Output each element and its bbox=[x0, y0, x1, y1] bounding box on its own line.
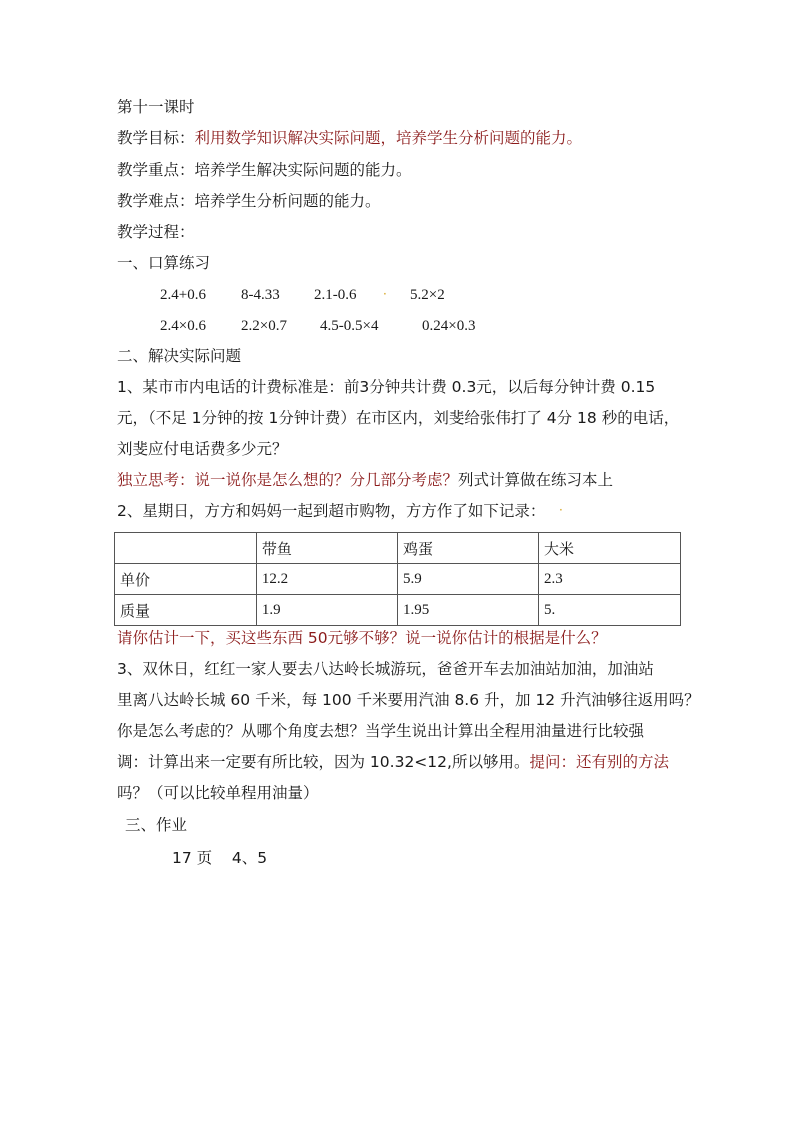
teaching-goal bbox=[117, 128, 582, 148]
section3-heading: 三、作业 bbox=[125, 816, 188, 834]
q2-intro: 2、星期日，方方和妈妈一起到超市购物，方方作了如下记录： bbox=[117, 502, 546, 520]
section2-heading: 二、解决实际问题 bbox=[117, 347, 242, 365]
process-heading: 教学过程： bbox=[117, 223, 195, 241]
q3-line bbox=[117, 752, 669, 772]
q3-line: 吗？（可以比较单程用油量） bbox=[117, 784, 319, 802]
think-prompt: 独立思考：说一说你是怎么想的？分几部分考虑？ bbox=[117, 471, 459, 489]
table-cell: 鸡蛋 bbox=[397, 533, 538, 564]
key-point: 教学重点：培养学生解决实际问题的能力。 bbox=[117, 161, 412, 179]
q3-ask: 提问：还有别的方法 bbox=[529, 753, 669, 771]
calc-item: 4.5-0.5×4 bbox=[320, 318, 379, 334]
table-row bbox=[115, 564, 681, 595]
table-cell: 2.3 bbox=[539, 564, 681, 595]
calc-item: 0.24×0.3 bbox=[422, 318, 476, 334]
table-cell bbox=[115, 533, 257, 564]
calc-item: 2.4+0.6 bbox=[160, 287, 206, 303]
calc-item: 2.2×0.7 bbox=[241, 318, 287, 334]
table-cell: 5.9 bbox=[397, 564, 538, 595]
difficulty: 教学难点：培养学生分析问题的能力。 bbox=[117, 192, 381, 210]
stray-mark: · bbox=[559, 503, 563, 517]
q1-think bbox=[117, 470, 613, 490]
goal-label: 教学目标： bbox=[117, 129, 195, 147]
table-header-row bbox=[115, 533, 681, 564]
q3-line: 3、双休日，红红一家人要去八达岭长城游玩，爸爸开车去加油站加油，加油站 bbox=[117, 660, 654, 678]
stray-mark: · bbox=[383, 287, 387, 301]
homework-text: 17 页 4、5 bbox=[172, 849, 268, 867]
table-row bbox=[115, 595, 681, 626]
calc-item: 2.1-0.6 bbox=[314, 287, 357, 303]
goal-text: 利用数学知识解决实际问题，培养学生分析问题的能力。 bbox=[194, 129, 583, 147]
calc-item: 5.2×2 bbox=[410, 287, 445, 303]
table-cell: 1.9 bbox=[256, 595, 397, 626]
q1-line: 刘斐应付电话费多少元？ bbox=[117, 440, 288, 458]
q3-line: 你是怎么考虑的？从哪个角度去想？当学生说出计算出全程用油量进行比较强 bbox=[117, 722, 645, 740]
q2-question: 请你估计一下，买这些东西 50元够不够？说一说你估计的根据是什么？ bbox=[117, 629, 607, 647]
q3-line: 里离八达岭长城 60 千米，每 100 千米要用汽油 8.6 升，加 12 升汽油够往返用吗？ bbox=[117, 691, 700, 709]
q3-emphasis: 调：计算出来一定要有所比较，因为 10.32<12,所以够用。 bbox=[117, 753, 530, 771]
calc-item: 8-4.33 bbox=[241, 287, 280, 303]
shopping-record-table bbox=[114, 532, 681, 626]
table-cell: 质量 bbox=[115, 595, 257, 626]
table-cell: 1.95 bbox=[397, 595, 538, 626]
table-cell: 带鱼 bbox=[256, 533, 397, 564]
table-cell: 单价 bbox=[115, 564, 257, 595]
q1-line: 元，（不足 1分钟的按 1分钟计费）在市区内，刘斐给张伟打了 4分 18 秒的电话， bbox=[117, 409, 680, 427]
table-cell: 12.2 bbox=[256, 564, 397, 595]
think-instruction: 列式计算做在练习本上 bbox=[458, 471, 614, 489]
section1-heading: 一、口算练习 bbox=[117, 254, 211, 272]
lesson-title: 第十一课时 bbox=[117, 98, 195, 116]
table-cell: 大米 bbox=[539, 533, 681, 564]
table-cell: 5. bbox=[539, 595, 681, 626]
calc-item: 2.4×0.6 bbox=[160, 318, 206, 334]
q1-line: 1、某市市内电话的计费标准是：前3分钟共计费 0.3元，以后每分钟计费 0.15 bbox=[117, 378, 656, 396]
